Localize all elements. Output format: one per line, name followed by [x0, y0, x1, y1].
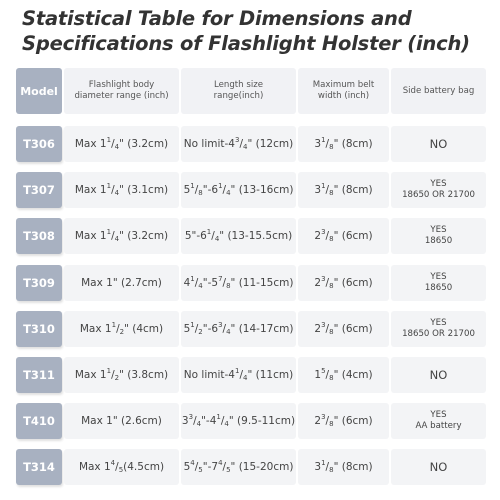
cell-text: 5 [183, 184, 191, 197]
length-cell-value [185, 230, 292, 242]
cell-text: " (14-17cm) [230, 322, 294, 335]
belt-width-cell [298, 449, 389, 485]
fraction-numerator: 1 [106, 182, 112, 191]
cell-text: " (6cm) [333, 415, 373, 428]
fraction-numerator: 1 [190, 182, 195, 191]
cell-text: "-6 [202, 322, 219, 335]
fraction-denominator: 4 [214, 235, 220, 244]
fraction-numerator: 3 [188, 413, 194, 422]
fraction-denominator: 8 [329, 420, 334, 429]
belt-width-cell-value [314, 461, 372, 473]
battery-bag-cell [391, 449, 486, 485]
fraction-numerator: 1 [234, 367, 240, 375]
cell-text: 3 [314, 461, 322, 474]
belt-width-cell [298, 172, 389, 208]
cell-text: / [211, 230, 215, 243]
title-line-1: Statistical Table for Dimensions and [22, 7, 412, 30]
length-cell-value [184, 184, 294, 196]
cell-text: / [222, 322, 227, 335]
cell-text: / [115, 461, 119, 474]
cell-text: " (8cm) [333, 184, 373, 197]
cell-text: "-7 [202, 461, 219, 474]
cell-text: / [222, 461, 227, 474]
fraction-denominator: 2 [198, 327, 203, 336]
belt-width-cell-value [314, 184, 372, 196]
table-row [16, 449, 486, 485]
battery-bag-status: YES [430, 225, 447, 236]
table-row [16, 403, 486, 439]
table-row [16, 218, 486, 254]
cell-text: / [111, 369, 115, 381]
cell-text: " (3.2cm) [119, 138, 169, 150]
battery-bag-status: NO [429, 137, 448, 151]
cell-text: / [116, 322, 120, 335]
model-cell: T311 [16, 357, 62, 393]
diameter-cell [64, 265, 179, 301]
model-cell: T307 [16, 172, 62, 208]
cell-text: " (4cm) [124, 322, 164, 335]
header-length: Length size range(inch) [181, 68, 296, 114]
fraction-numerator: 1 [106, 367, 112, 375]
fraction-numerator: 4 [190, 459, 195, 468]
cell-text: Max 1 [79, 322, 112, 335]
battery-bag-status: NO [429, 368, 448, 382]
fraction-denominator: 4 [114, 143, 120, 151]
title-line-2: Specifications of Flashlight Holster (inch) [22, 32, 470, 55]
fraction-denominator: 2 [114, 374, 120, 382]
cell-text: / [193, 415, 197, 428]
diameter-cell-value [79, 461, 164, 473]
battery-bag-type: 18650 OR 21700 [402, 190, 475, 201]
belt-width-cell-value [314, 230, 372, 242]
cell-text: Max 1 [74, 230, 107, 243]
cell-text: " (11cm) [247, 369, 294, 381]
length-cell [181, 218, 296, 254]
battery-bag-type: AA battery [415, 421, 462, 432]
diameter-cell-value [81, 277, 162, 289]
cell-text: 2 [314, 276, 322, 289]
cell-text: 2 [314, 322, 322, 335]
cell-text: Max 1 [74, 184, 107, 197]
cell-text: No limit-4 [183, 369, 235, 381]
cell-text: 5"-6 [184, 230, 207, 243]
fraction-numerator: 5 [321, 367, 326, 375]
belt-width-cell-value [314, 274, 373, 290]
cell-text: No limit-4 [183, 138, 235, 150]
fraction-denominator: 4 [243, 143, 248, 151]
fraction-denominator: 4 [198, 281, 203, 290]
fraction-numerator: 1 [190, 274, 195, 283]
cell-text: / [222, 276, 227, 289]
fraction-denominator: 8 [329, 235, 334, 244]
cell-text: " (4cm) [333, 369, 373, 381]
cell-text: / [325, 230, 330, 243]
header-battery: Side battery bag [391, 68, 486, 114]
header-model: Model [16, 68, 62, 114]
belt-width-cell-value [314, 320, 373, 336]
length-cell-value [184, 138, 293, 150]
fraction-denominator: 4 [226, 327, 231, 336]
fraction-numerator: 3 [218, 320, 223, 329]
length-cell-value [184, 461, 294, 473]
fraction-numerator: 3 [321, 274, 326, 283]
table-row [16, 265, 486, 301]
fraction-denominator: 8 [329, 143, 334, 151]
cell-text: "-4 [201, 415, 217, 428]
belt-width-cell [298, 126, 389, 162]
length-cell-value [184, 369, 293, 381]
cell-text: / [325, 415, 330, 428]
cell-text: 2 [314, 415, 322, 428]
fraction-numerator: 3 [321, 320, 326, 329]
table-row [16, 311, 486, 347]
length-cell [181, 403, 296, 439]
cell-text: / [111, 230, 115, 243]
battery-bag-type: 18650 [424, 236, 453, 247]
cell-text: / [325, 461, 330, 474]
fraction-numerator: 3 [321, 413, 326, 422]
diameter-cell [64, 311, 179, 347]
battery-bag-status: YES [430, 179, 447, 190]
cell-text: " (6cm) [333, 322, 373, 335]
cell-text: Max 1 [74, 138, 107, 150]
fraction-numerator: 1 [106, 228, 112, 237]
fraction-denominator: 8 [226, 281, 231, 290]
table-header-row [16, 68, 486, 114]
battery-bag-cell [391, 357, 486, 393]
fraction-denominator: 8 [329, 281, 334, 290]
cell-text: 3 [181, 415, 189, 428]
fraction-numerator: 1 [206, 228, 212, 237]
fraction-numerator: 4 [110, 459, 116, 468]
cell-text: " (11-15cm) [230, 276, 294, 289]
fraction-numerator: 1 [111, 320, 117, 329]
cell-text: " (8cm) [333, 461, 373, 474]
diameter-cell-value [81, 415, 162, 427]
battery-bag-cell [391, 403, 486, 439]
fraction-denominator: 4 [114, 235, 120, 244]
cell-text: " (12cm) [247, 138, 294, 150]
fraction-numerator: 3 [234, 136, 240, 144]
battery-bag-cell [391, 172, 486, 208]
diameter-cell [64, 403, 179, 439]
belt-width-cell-value [314, 138, 372, 150]
cell-text: " (9.5-11cm) [228, 415, 296, 428]
fraction-numerator: 7 [218, 274, 223, 283]
diameter-cell [64, 357, 179, 393]
cell-text: 4 [183, 276, 191, 289]
length-cell-value [182, 415, 295, 427]
cell-text: "-6 [202, 184, 219, 197]
fraction-denominator: 5 [198, 466, 203, 475]
length-cell [181, 311, 296, 347]
diameter-cell-value [75, 138, 168, 150]
fraction-numerator: 1 [216, 413, 221, 422]
cell-text: " (3.1cm) [119, 184, 169, 197]
cell-text: / [194, 184, 199, 197]
cell-text: Max 1" (2.6cm) [81, 415, 162, 428]
fraction-denominator: 4 [196, 420, 202, 429]
cell-text: / [111, 184, 115, 197]
length-cell [181, 265, 296, 301]
model-cell: T410 [16, 403, 62, 439]
belt-width-cell [298, 265, 389, 301]
cell-text: 2 [314, 230, 322, 243]
cell-text: Max 1 [74, 369, 107, 381]
length-cell [181, 449, 296, 485]
diameter-cell [64, 449, 179, 485]
cell-text: / [325, 276, 330, 289]
diameter-cell [64, 218, 179, 254]
length-cell-value [183, 320, 294, 336]
cell-text: 5 [183, 322, 191, 335]
fraction-numerator: 1 [106, 136, 112, 144]
length-cell [181, 357, 296, 393]
model-cell: T314 [16, 449, 62, 485]
cell-text: 3 [314, 184, 322, 197]
belt-width-cell [298, 218, 389, 254]
cell-text: / [220, 415, 225, 428]
length-cell [181, 172, 296, 208]
fraction-numerator: 3 [321, 228, 326, 237]
cell-text: 1 [314, 369, 322, 381]
model-cell: T306 [16, 126, 62, 162]
cell-text: " (8cm) [333, 138, 373, 150]
model-cell: T308 [16, 218, 62, 254]
cell-text: 5 [183, 461, 191, 474]
model-cell: T310 [16, 311, 62, 347]
fraction-numerator: 1 [321, 182, 326, 191]
fraction-denominator: 8 [329, 466, 334, 475]
fraction-denominator: 4 [224, 420, 229, 429]
battery-bag-cell [391, 311, 486, 347]
belt-width-cell-value [314, 415, 372, 427]
cell-text: / [325, 184, 330, 197]
diameter-cell-value [75, 184, 168, 196]
cell-text: / [222, 184, 227, 197]
belt-width-cell [298, 403, 389, 439]
fraction-denominator: 8 [329, 374, 334, 382]
fraction-numerator: 1 [321, 459, 326, 468]
table-row [16, 172, 486, 208]
header-diameter: Flashlight body diameter range (inch) [64, 68, 179, 114]
cell-text: / [325, 322, 330, 335]
diameter-cell-value [75, 230, 168, 242]
fraction-denominator: 2 [119, 327, 125, 336]
table-row [16, 126, 486, 162]
fraction-denominator: 4 [226, 189, 231, 198]
fraction-denominator: 4 [114, 189, 120, 198]
fraction-numerator: 1 [321, 136, 326, 144]
cell-text: " (6cm) [333, 230, 373, 243]
battery-bag-type: 18650 OR 21700 [402, 328, 475, 339]
fraction-numerator: 1 [190, 320, 195, 329]
diameter-cell-value [75, 369, 168, 381]
length-cell-value [183, 274, 294, 290]
diameter-cell [64, 126, 179, 162]
fraction-denominator: 8 [329, 189, 334, 198]
battery-bag-cell [391, 126, 486, 162]
cell-text: Max 1" (2.7cm) [81, 276, 162, 289]
diameter-cell-value [79, 320, 164, 336]
battery-bag-status: YES [430, 271, 447, 282]
fraction-numerator: 4 [218, 459, 223, 468]
page-title [22, 6, 492, 56]
cell-text: " (15-20cm) [230, 461, 294, 474]
battery-bag-status: YES [430, 317, 447, 328]
cell-text: " (6cm) [333, 276, 373, 289]
battery-bag-cell [391, 218, 486, 254]
cell-text: / [325, 369, 330, 381]
battery-bag-status: YES [430, 410, 447, 421]
fraction-numerator: 1 [218, 182, 223, 191]
battery-bag-cell [391, 265, 486, 301]
cell-text: " (3.8cm) [119, 369, 169, 381]
cell-text: / [194, 276, 199, 289]
fraction-denominator: 4 [243, 374, 248, 382]
length-cell [181, 126, 296, 162]
table-row [16, 357, 486, 393]
belt-width-cell [298, 357, 389, 393]
cell-text: / [111, 138, 115, 150]
fraction-denominator: 8 [198, 189, 203, 198]
cell-text: " (13-16cm) [230, 184, 294, 197]
belt-width-cell-value [314, 369, 372, 381]
fraction-denominator: 5 [226, 466, 231, 475]
cell-text: Max 1 [78, 461, 111, 474]
battery-bag-status: NO [429, 460, 448, 475]
header-belt: Maximum belt width (inch) [298, 68, 389, 114]
cell-text: (4.5cm) [123, 461, 165, 474]
model-cell: T309 [16, 265, 62, 301]
cell-text: " (3.2cm) [119, 230, 169, 243]
fraction-denominator: 5 [118, 466, 124, 475]
cell-text: / [194, 461, 199, 474]
cell-text: "-5 [202, 276, 219, 289]
battery-bag-type: 18650 [424, 282, 453, 293]
belt-width-cell [298, 311, 389, 347]
cell-text: / [239, 369, 243, 381]
cell-text: 3 [314, 138, 322, 150]
fraction-denominator: 8 [329, 327, 334, 336]
cell-text: " (13-15.5cm) [219, 230, 293, 243]
cell-text: / [194, 322, 199, 335]
diameter-cell [64, 172, 179, 208]
cell-text: / [239, 138, 243, 150]
cell-text: / [325, 138, 330, 150]
